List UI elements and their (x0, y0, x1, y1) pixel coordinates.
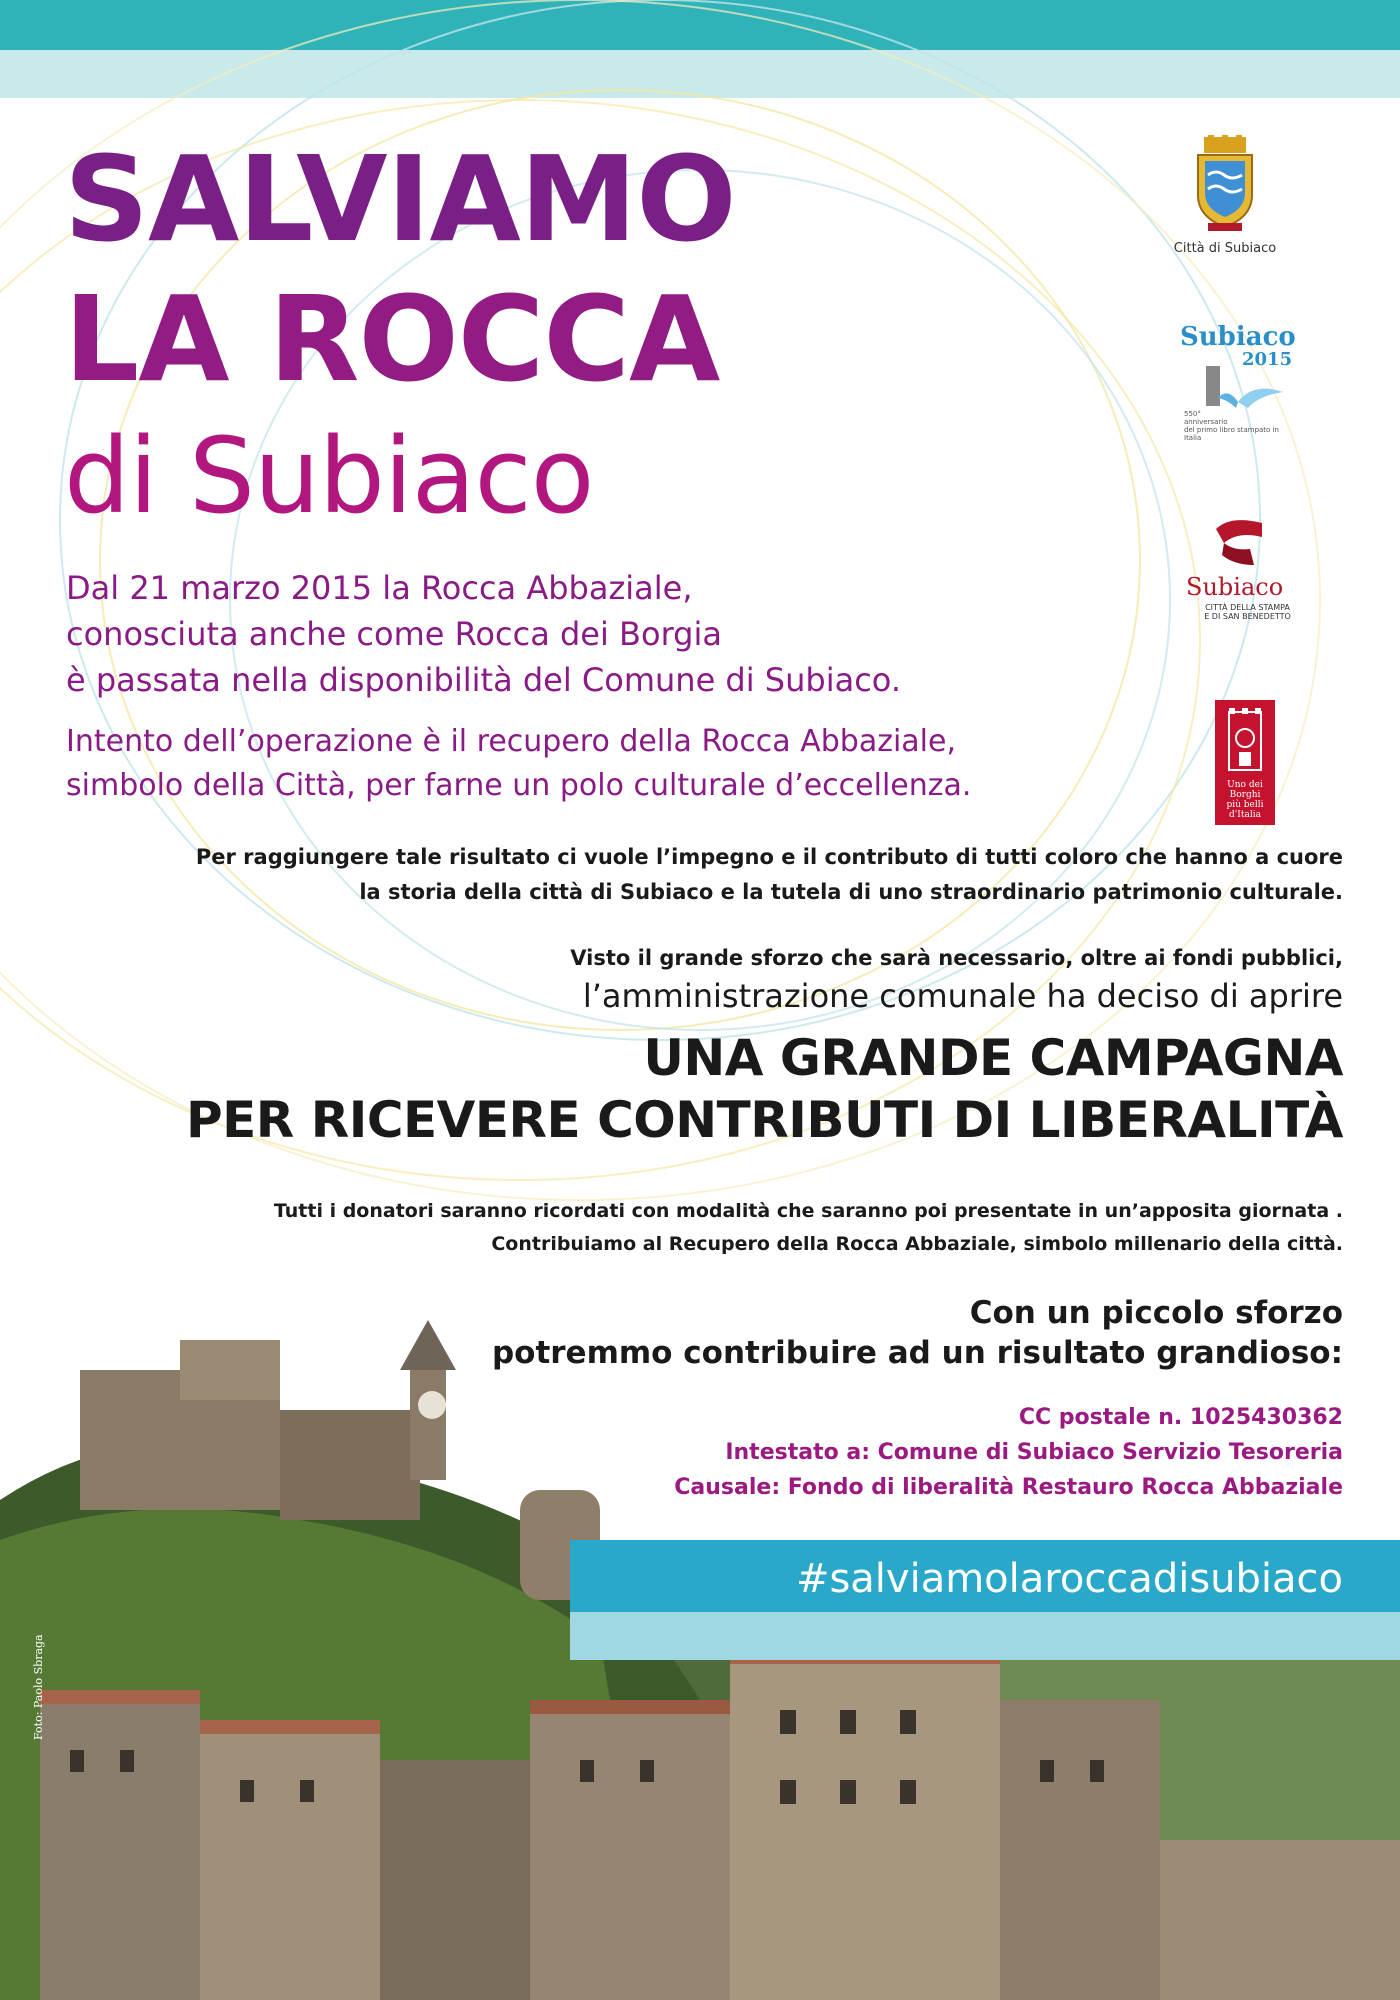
donors-line-1: Tutti i donatori saranno ricordati con modalità che saranno poi presentate in un’apposita giornata . (273, 1200, 1343, 1222)
donors-line-2: Contribuiamo al Recupero della Rocca Abbaziale, simbolo millenario della città. (491, 1233, 1343, 1255)
stampa-logo-subtitle (1190, 603, 1305, 621)
borghi-line-3: più belli (1226, 800, 1264, 810)
borghi-logo-text (1215, 780, 1275, 820)
intent-line-1: Intento dell’operazione è il recupero della Rocca Abbaziale, (66, 724, 957, 759)
payment-holder: Intestato a: Comune di Subiaco Servizio Tesoreria (725, 1440, 1343, 1465)
campaign-headline-line-2: PER RICEVERE CONTRIBUTI DI LIBERALITÀ (186, 1091, 1343, 1149)
campaign-headline-line-1: UNA GRANDE CAMPAGNA (643, 1029, 1343, 1087)
anniversary-logo-caption (1184, 410, 1294, 442)
title-line-2: LA ROCCA (64, 270, 720, 408)
anniversary-caption-line-1: 550° (1184, 410, 1201, 418)
anniversary-2015-logo (1180, 322, 1295, 442)
stampa-sub-line-1: CITTÀ DELLA STAMPA (1205, 603, 1290, 612)
appeal-paragraph (196, 840, 1343, 910)
stampa-sub-line-2: E DI SAN BENEDETTO (1204, 612, 1291, 621)
payment-reason: Causale: Fondo di liberalità Restauro Rocca Abbaziale (674, 1475, 1343, 1500)
coat-of-arms-icon (1190, 135, 1260, 235)
anniversary-caption-line-2: anniversario (1184, 418, 1228, 426)
intro-line-1: Dal 21 marzo 2015 la Rocca Abbaziale, (66, 569, 693, 607)
campaign-hashtag: #salviamolaroccadisubiaco (795, 1556, 1343, 1602)
call-to-action (492, 1293, 1343, 1373)
appeal-line-2: la storia della città di Subiaco e la tutela di uno straordinario patrimonio culturale. (359, 880, 1343, 904)
borghi-line-2: Borghi (1229, 790, 1261, 800)
intro-line-2: conosciuta anche come Rocca dei Borgia (66, 615, 722, 653)
announcement-lead: l’amministrazione comunale ha deciso di aprire (582, 977, 1343, 1015)
borghi-line-4: d'Italia (1229, 810, 1261, 820)
payment-account: CC postale n. 1025430362 (1018, 1405, 1343, 1430)
title-line-3: di Subiaco (64, 415, 594, 537)
call-line-1: Con un piccolo sforzo (969, 1295, 1343, 1331)
book-tower-icon (1198, 362, 1288, 412)
borghi-line-1: Uno dei (1227, 780, 1263, 790)
printing-ribbon-icon (1210, 515, 1270, 570)
intent-paragraph (66, 720, 971, 808)
city-coat-of-arms-logo (1170, 135, 1280, 256)
tower-icon (1225, 708, 1265, 773)
borghi-piu-belli-logo (1215, 700, 1275, 825)
intent-line-2: simbolo della Città, per farne un polo culturale d’eccellenza. (66, 768, 972, 803)
payment-details (674, 1400, 1343, 1505)
call-line-2: potremmo contribuire ad un risultato grandioso: (491, 1335, 1343, 1371)
city-logo-label: Città di Subiaco (1173, 241, 1277, 256)
anniversary-logo-title: Subiaco (1180, 322, 1296, 352)
intro-paragraph (66, 565, 901, 703)
citta-della-stampa-logo (1180, 515, 1305, 635)
campaign-headline (186, 1027, 1343, 1151)
donors-paragraph (274, 1195, 1343, 1261)
anniversary-caption-line-3: del primo libro stampato in Italia (1184, 426, 1279, 442)
appeal-line-1: Per raggiungere tale risultato ci vuole l’impegno e il contributo di tutti coloro che hanno a cuore (195, 845, 1343, 869)
anniversary-logo-year: 2015 (1242, 349, 1293, 370)
announcement-pre: Visto il grande sforzo che sarà necessario, oltre ai fondi pubblici, (570, 946, 1343, 970)
photo-credit: Foto: Paolo Sbraga (32, 1634, 45, 1740)
stampa-logo-name: Subiaco (1186, 573, 1284, 601)
intro-line-3: è passata nella disponibilità del Comune di Subiaco. (66, 661, 901, 699)
title-line-1: SALVIAMO (64, 130, 736, 268)
